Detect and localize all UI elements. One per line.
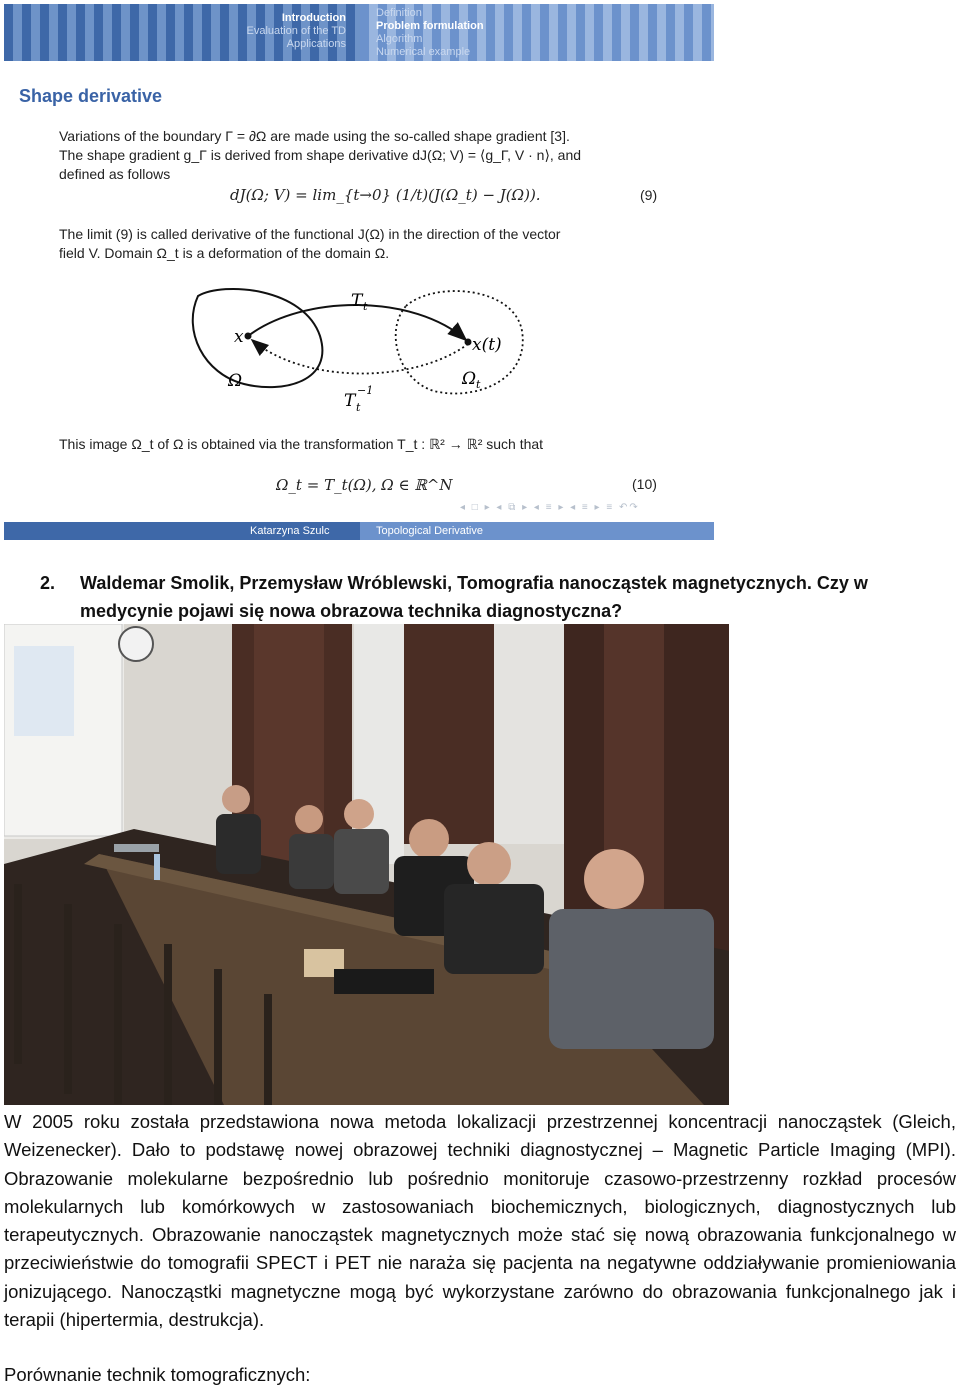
slide-header-right <box>360 4 714 61</box>
slide-title: Shape derivative <box>19 86 163 106</box>
label-omegat: Ω <box>462 369 477 389</box>
label-Tinv-sup: −1 <box>357 384 374 397</box>
domain-omega-t-boundary <box>396 291 523 393</box>
comparison-caption: Porównanie technik tomograficznych: <box>4 1364 311 1385</box>
label-omegat-sub: t <box>476 378 481 391</box>
heading-number: 2. <box>40 573 56 593</box>
slide-header-left <box>4 4 360 61</box>
slide-body-para2 <box>59 225 669 263</box>
seminar-photo-illustration <box>4 624 729 1105</box>
equation-10: Ω_t = T_t(Ω), Ω ∈ ℝ^N <box>276 476 453 494</box>
footer-topic: Topological Derivative <box>376 525 483 537</box>
label-Tt: T <box>351 291 363 311</box>
nav-numerical-example[interactable]: Numerical example <box>376 46 471 58</box>
para1-line3: defined as follows <box>59 166 171 182</box>
body-paragraph: W 2005 roku została przedstawiona nowa metoda lokalizacji przestrzennej koncentracji nanocząstek (Gleich, Weizenecker). Dało to podstawę nowej obrazowej techniki diagnostycznej – Magnetic Particle Imaging (MPI). Obrazowanie molekularne bezpośrednio lub pośrednio monitoruje czasowo-przestrzenny rozkład procesów molekularnych lub komórkowych w zastosowaniach biochemicznych, biologicznych, diagnostycznych lub terapeutycznych. Obrazowanie nanocząstek magnetycznych może stać się nową obrazowania funkcjonalnego w przeciwieństwie do tomografii SPECT i PET nie naraża się pacjenta na negatywne oddziaływanie promieniowania jonizującego. Nanocząstki magnetyczne mogą być wykorzystane zarówno do obrazowania funkcjonalnego jak i terapii (hipertermia, destrukcja). <box>4 1111 956 1331</box>
label-Tt-sub: t <box>363 300 368 313</box>
slide-body-para1 <box>59 127 669 184</box>
para2-line1: The limit (9) is called derivative of the functional J(Ω) in the direction of the vector <box>59 226 561 242</box>
label-omega: Ω <box>228 371 243 391</box>
slide-footer <box>4 522 714 540</box>
nav-definition[interactable]: Definition <box>376 7 422 19</box>
section-nav <box>247 12 346 51</box>
nav-problem-formulation[interactable]: Problem formulation <box>376 20 484 32</box>
equation-10-number: (10) <box>632 476 657 492</box>
label-Tinv-sub: t <box>356 401 361 414</box>
heading-text: Waldemar Smolik, Przemysław Wróblewski, Tomografia nanocząstek magnetycznych. Czy w medycynie pojawi się nowa obrazowa technika diagnostyczna? <box>80 573 868 621</box>
inverse-map-arrow <box>252 340 468 374</box>
para2-line2: field V. Domain Ω_t is a deformation of the domain Ω. <box>59 245 390 261</box>
nav-algorithm[interactable]: Algorithm <box>376 33 423 45</box>
nav-applications[interactable]: Applications <box>286 38 346 50</box>
seminar-photo <box>4 624 729 1105</box>
transformation-diagram <box>184 276 544 416</box>
nav-introduction[interactable]: Introduction <box>281 12 346 24</box>
beamer-nav-icons[interactable]: ◂ □ ▸ ◂ ⧉ ▸ ◂ ≡ ▸ ◂ ≡ ▸ ≡ ↶↷ <box>460 502 640 513</box>
para1-line1: Variations of the boundary Γ = ∂Ω are made using the so-called shape gradient [3]. <box>59 128 570 144</box>
subsection-nav <box>376 7 484 59</box>
slide-screenshot <box>4 4 714 540</box>
para1-line2: The shape gradient g_Γ is derived from shape derivative dJ(Ω; V) = ⟨g_Γ, V · n⟩, and <box>59 147 582 163</box>
slide-header <box>4 4 714 61</box>
equation-9: dJ(Ω; V) = lim_{t→0} (1/t)(J(Ω_t) − J(Ω)). <box>230 186 541 204</box>
label-x: x <box>234 327 244 347</box>
equation-9-number: (9) <box>640 187 658 203</box>
nav-evaluation[interactable]: Evaluation of the TD <box>246 25 346 37</box>
footer-author: Katarzyna Szulc <box>250 525 330 537</box>
label-xt: x(t) <box>472 335 502 355</box>
domain-omega-boundary <box>193 289 323 387</box>
slide-body-para3: This image Ω_t of Ω is obtained via the transformation T_t : ℝ² → ℝ² such that <box>59 436 544 452</box>
label-Tinv: T <box>344 391 356 411</box>
